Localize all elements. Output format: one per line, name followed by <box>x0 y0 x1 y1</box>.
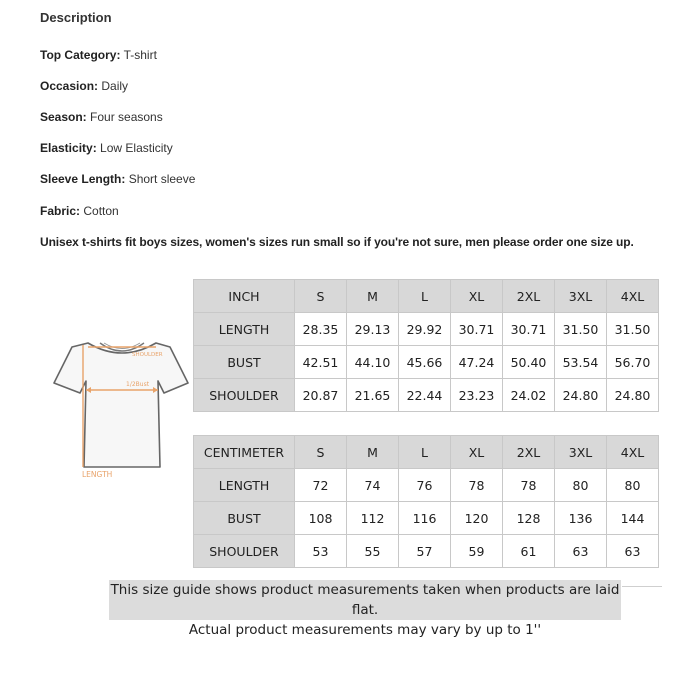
table-cell: 120 <box>451 502 503 535</box>
size-guide-disclaimer <box>109 580 621 638</box>
table-cell: 28.35 <box>295 313 347 346</box>
attr-elasticity <box>40 141 173 155</box>
size-header: XL <box>451 436 503 469</box>
table-cell: 29.92 <box>399 313 451 346</box>
table-cell: 112 <box>347 502 399 535</box>
size-header: S <box>295 436 347 469</box>
table-cell: 72 <box>295 469 347 502</box>
size-header: M <box>347 280 399 313</box>
bust-label: 1/2Bust <box>126 381 150 388</box>
table-cell: 108 <box>295 502 347 535</box>
disclaimer-line-1: This size guide shows product measurements taken when products are laid flat. <box>110 582 620 618</box>
table-cell: 63 <box>607 535 659 568</box>
attr-label: Fabric: <box>40 204 81 218</box>
table-cell: 24.80 <box>607 379 659 412</box>
table-cell: 116 <box>399 502 451 535</box>
table-cell: 29.13 <box>347 313 399 346</box>
row-label: LENGTH <box>194 313 295 346</box>
table-row <box>194 502 659 535</box>
size-header: 2XL <box>503 280 555 313</box>
size-header: 2XL <box>503 436 555 469</box>
attr-value: Low Elasticity <box>100 141 173 155</box>
row-label: SHOULDER <box>194 379 295 412</box>
unit-header: INCH <box>194 280 295 313</box>
attr-label: Top Category: <box>40 48 121 62</box>
table-cell: 42.51 <box>295 346 347 379</box>
table-row <box>194 379 659 412</box>
attr-label: Sleeve Length: <box>40 172 126 186</box>
table-row <box>194 535 659 568</box>
description-title: Description <box>40 10 112 25</box>
table-cell: 53 <box>295 535 347 568</box>
table-cell: 31.50 <box>555 313 607 346</box>
attr-season <box>40 110 163 124</box>
size-header: 4XL <box>607 280 659 313</box>
table-cell: 63 <box>555 535 607 568</box>
attr-value: Short sleeve <box>128 172 196 186</box>
table-cell: 76 <box>399 469 451 502</box>
table-cell: 30.71 <box>503 313 555 346</box>
row-label: BUST <box>194 346 295 379</box>
table-cell: 30.71 <box>451 313 503 346</box>
table-cell: 78 <box>503 469 555 502</box>
attr-value: Daily <box>101 79 129 93</box>
disclaimer-line-2: Actual product measurements may vary by up to 1'' <box>188 622 542 638</box>
table-cell: 20.87 <box>295 379 347 412</box>
row-label: SHOULDER <box>194 535 295 568</box>
attr-top-category <box>40 48 157 62</box>
shoulder-label: SHOULDER <box>132 352 163 358</box>
table-cell: 128 <box>503 502 555 535</box>
attr-value: Four seasons <box>90 110 163 124</box>
size-header: 4XL <box>607 436 659 469</box>
table-header-row <box>194 280 659 313</box>
table-cell: 56.70 <box>607 346 659 379</box>
table-cell: 47.24 <box>451 346 503 379</box>
table-cell: 57 <box>399 535 451 568</box>
table-cell: 50.40 <box>503 346 555 379</box>
table-cell: 74 <box>347 469 399 502</box>
table-cell: 23.23 <box>451 379 503 412</box>
tshirt-diagram <box>50 335 190 480</box>
length-label: LENGTH <box>82 470 113 479</box>
size-header: 3XL <box>555 436 607 469</box>
sizing-note: Unisex t-shirts fit boys sizes, women's sizes run small so if you're not sure, men please order one size up. <box>40 235 634 249</box>
table-cell: 24.02 <box>503 379 555 412</box>
table-cell: 59 <box>451 535 503 568</box>
attr-label: Occasion: <box>40 79 99 93</box>
table-cell: 78 <box>451 469 503 502</box>
attr-occasion <box>40 79 128 93</box>
table-cell: 44.10 <box>347 346 399 379</box>
table-cell: 61 <box>503 535 555 568</box>
table-cell: 45.66 <box>399 346 451 379</box>
row-label: LENGTH <box>194 469 295 502</box>
size-header: 3XL <box>555 280 607 313</box>
table-cell: 31.50 <box>607 313 659 346</box>
table-cell: 80 <box>555 469 607 502</box>
table-cell: 80 <box>607 469 659 502</box>
table-cell: 53.54 <box>555 346 607 379</box>
table-cell: 55 <box>347 535 399 568</box>
table-row <box>194 469 659 502</box>
table-cell: 22.44 <box>399 379 451 412</box>
attr-label: Elasticity: <box>40 141 97 155</box>
table-cell: 21.65 <box>347 379 399 412</box>
divider <box>622 586 662 587</box>
table-header-row <box>194 436 659 469</box>
row-label: BUST <box>194 502 295 535</box>
size-header: L <box>399 280 451 313</box>
attr-value: T-shirt <box>123 48 157 62</box>
table-row <box>194 346 659 379</box>
attr-label: Season: <box>40 110 87 124</box>
attr-fabric <box>40 204 119 218</box>
size-header: XL <box>451 280 503 313</box>
table-row <box>194 313 659 346</box>
size-header: M <box>347 436 399 469</box>
centimeter-size-table <box>193 435 659 568</box>
attr-sleeve-length <box>40 172 195 186</box>
table-cell: 24.80 <box>555 379 607 412</box>
size-header: S <box>295 280 347 313</box>
inch-size-table <box>193 279 659 412</box>
table-cell: 144 <box>607 502 659 535</box>
attr-value: Cotton <box>83 204 119 218</box>
unit-header: CENTIMETER <box>194 436 295 469</box>
table-cell: 136 <box>555 502 607 535</box>
size-header: L <box>399 436 451 469</box>
